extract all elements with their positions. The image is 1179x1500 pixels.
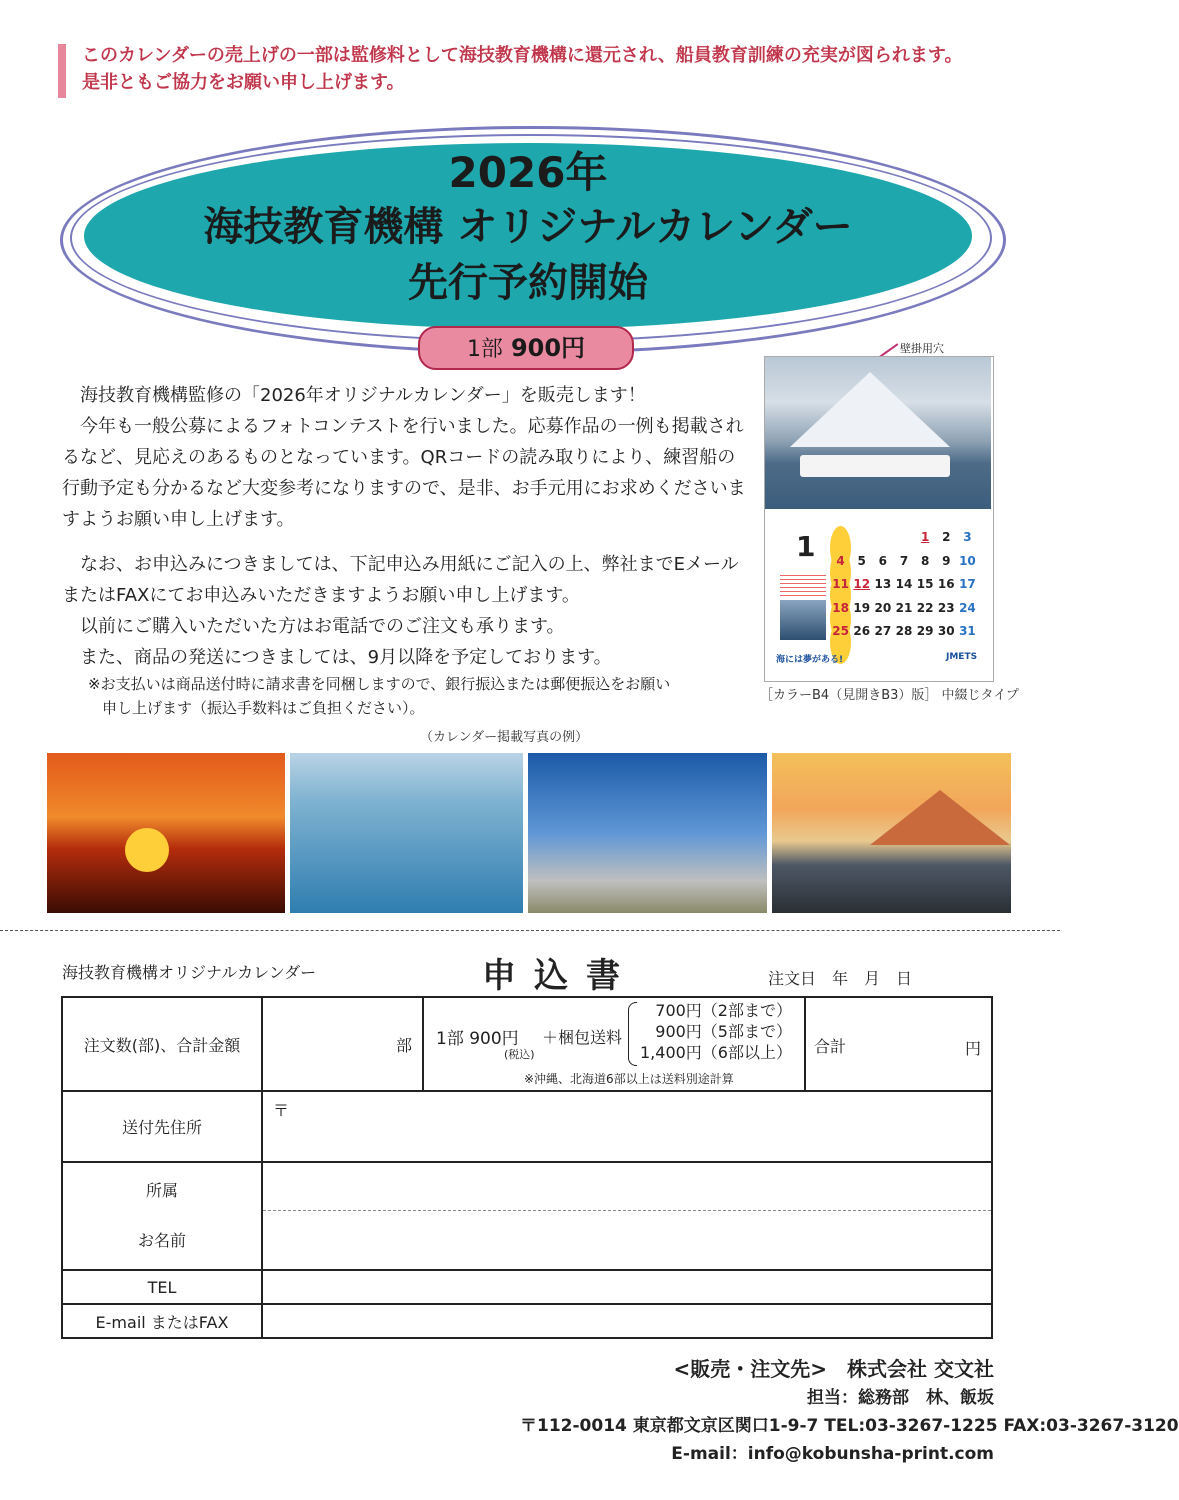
calendar-day: 16 (937, 577, 955, 591)
affiliation-field[interactable] (263, 1164, 991, 1210)
calendar-day: 1 (920, 530, 930, 544)
quantity-label: 注文数(部)、合計金額 (62, 997, 262, 1091)
intro-text (62, 380, 752, 673)
intro-paragraph-4: 以前にご購入いただいた方はお電話でのご注文も承ります。 (80, 616, 565, 637)
calendar-day: 6 (878, 553, 888, 568)
calendar-day: 18 (830, 597, 851, 641)
order-form-table (61, 996, 993, 1339)
name-field[interactable] (263, 1210, 991, 1269)
calendar-day: 12 (853, 577, 871, 591)
name-label: お名前 (137, 1231, 186, 1250)
calendar-month: 1 (796, 530, 816, 563)
calendar-week-row (830, 597, 978, 621)
email-fax-label: E-mail またはFAX (62, 1304, 262, 1338)
calendar-day: 2 (942, 530, 951, 544)
calendar-day: 13 (874, 577, 892, 591)
payment-note (88, 672, 758, 720)
calendar-day: 25 (830, 620, 851, 664)
calendar-day: 21 (895, 600, 913, 615)
calendar-day: 29 (916, 624, 934, 638)
form-subtitle: 海技教育機構オリジナルカレンダー (62, 963, 317, 982)
calendar-day: 11 (830, 573, 851, 617)
affiliation-name-label-cell (62, 1162, 262, 1270)
photos-caption: （カレンダー掲載写真の例） (420, 730, 589, 745)
shipping-rate-3: 1,400円（6部以上） (640, 1043, 792, 1062)
seller-email[interactable]: E-mail：info@kobunsha-print.com (671, 1444, 994, 1464)
calendar-day (893, 526, 914, 550)
mountain-shape (790, 372, 950, 447)
tax-note: (税込) (504, 1048, 535, 1061)
tel-label: TEL (62, 1270, 262, 1304)
calendar-day: 26 (853, 624, 871, 638)
affiliation-label: 所属 (145, 1181, 178, 1200)
price-amount: 900円 (510, 334, 586, 362)
jmets-logo: JMETS (946, 652, 978, 662)
shipping-note: ※沖縄、北海道6部以上は送料別途計算 (524, 1072, 734, 1086)
ship-shape (800, 455, 950, 477)
quantity-field[interactable] (262, 997, 423, 1091)
calendar-day (851, 526, 872, 550)
address-field[interactable] (262, 1091, 992, 1162)
quantity-unit: 部 (395, 1035, 412, 1055)
cut-line (0, 930, 1060, 931)
total-label: 合計 (814, 1037, 847, 1056)
calendar-day: 17 (959, 577, 976, 591)
intro-paragraph-2: 今年も一般公募によるフォトコンテストを行いました。応募作品の一例も掲載されるなど、見応えのあるものとなっています。QRコードの読み取りにより、練習船の行動予定も分かるなど大変参考になりますので、是非、お手元用にお求めくださいますようお願い申し上げます。 (62, 416, 746, 530)
calendar-day: 8 (920, 553, 930, 568)
calendar-week-row (830, 620, 978, 644)
photo-ship-bow (290, 753, 523, 913)
affiliation-name-field-cell (262, 1162, 992, 1270)
fuji-shape (870, 790, 1010, 845)
photo-children-sailship (528, 753, 767, 913)
seller-name: <販売・注文先> 株式会社 交文社 (673, 1357, 994, 1381)
price-unit: 1部 (466, 337, 503, 362)
calendar-day: 4 (830, 550, 851, 594)
shipping-rates (624, 1000, 792, 1063)
shipping-rate-1: 700円（2部まで） (655, 1001, 792, 1020)
calendar-day: 14 (895, 577, 913, 591)
calendar-day: 31 (959, 624, 976, 638)
shipping-label: ＋梱包送料 (542, 1028, 623, 1047)
calendar-day (872, 526, 893, 550)
title-year: 2026年 (448, 148, 608, 197)
calendar-day: 9 (942, 553, 951, 568)
calendar-day: 5 (857, 553, 866, 568)
intro-paragraph-1: 海技教育機構監修の「2026年オリジナルカレンダー」を販売します！ (80, 385, 646, 406)
calendar-mini-months (780, 572, 826, 596)
total-unit: 円 (964, 1039, 981, 1058)
total-field[interactable] (805, 997, 992, 1091)
title-main: 海技教育機構 オリジナルカレンダー (203, 204, 853, 250)
intro-paragraph-3: なお、お申込みにつきましては、下記申込み用紙にご記入の上、弊社までEメールまたはFAXにてお申込みいただきますようお願い申し上げます。 (62, 554, 739, 606)
calendar-small-photo (780, 600, 826, 640)
payment-note-line-1: ※お支払いは商品送付時に請求書を同梱しますので、銀行振込または郵便振込をお願い (88, 675, 671, 693)
sun-shape (125, 828, 169, 872)
calendar-day: 28 (895, 624, 913, 638)
page-title (84, 143, 972, 311)
donation-notice (82, 42, 1042, 96)
address-label: 送付先住所 (62, 1091, 262, 1162)
photo-sunset-sailship (47, 753, 285, 913)
email-fax-field[interactable] (262, 1304, 992, 1338)
notice-line-2: 是非ともご協力をお願い申し上げます。 (82, 72, 405, 93)
calendar-day: 20 (874, 600, 892, 615)
shipping-rate-2: 900円（5部まで） (655, 1022, 792, 1041)
order-date-field[interactable]: 注文日 年 月 日 (768, 969, 913, 988)
title-sub: 先行予約開始 (408, 260, 648, 306)
calendar-week-row (830, 573, 978, 597)
notice-accent-bar (58, 44, 66, 98)
calendar-day: 15 (916, 577, 934, 591)
payment-note-line-2: 申し上げます（振込手数料はご負担ください）。 (102, 699, 425, 717)
price-detail-cell (423, 997, 805, 1091)
seller-info (520, 1354, 1179, 1468)
calendar-week-row (830, 526, 978, 550)
seller-contact: 担当：総務部 林、飯坂 (807, 1388, 994, 1408)
postal-mark: 〒 (273, 1101, 290, 1120)
calendar-day: 27 (874, 624, 892, 638)
calendar-day: 30 (937, 624, 955, 638)
notice-line-1: このカレンダーの売上げの一部は監修料として海技教育機構に還元され、船員教育訓練の充実が図られます。 (82, 45, 963, 66)
calendar-day: 10 (959, 553, 976, 568)
unit-price: 1部 900円 (436, 1029, 519, 1049)
calendar-day: 22 (916, 600, 934, 615)
calendar-day: 19 (853, 600, 871, 615)
seller-address: 〒112-0014 東京都文京区関口1-9-7 TEL:03-3267-1225 FAX:03-3267-3120 (520, 1416, 1179, 1436)
form-title: 申込書 (482, 956, 638, 996)
calendar-day: 3 (963, 530, 972, 544)
calendar-day: 24 (959, 600, 976, 615)
calendar-footer-text: 海には夢がある! (776, 655, 844, 665)
tel-field[interactable] (262, 1270, 992, 1304)
calendar-day: 23 (937, 600, 955, 615)
calendar-week-row (830, 550, 978, 574)
calendar-date-grid (830, 526, 978, 644)
hole-label: 壁掛用穴 (900, 342, 944, 355)
intro-paragraph-5: また、商品の発送につきましては、9月以降を予定しております。 (80, 647, 612, 668)
price-badge (418, 326, 634, 370)
calendar-day: 7 (899, 553, 909, 568)
calendar-caption: ［カラーB4（見開きB3）版］ 中綴じタイプ (760, 688, 1019, 703)
